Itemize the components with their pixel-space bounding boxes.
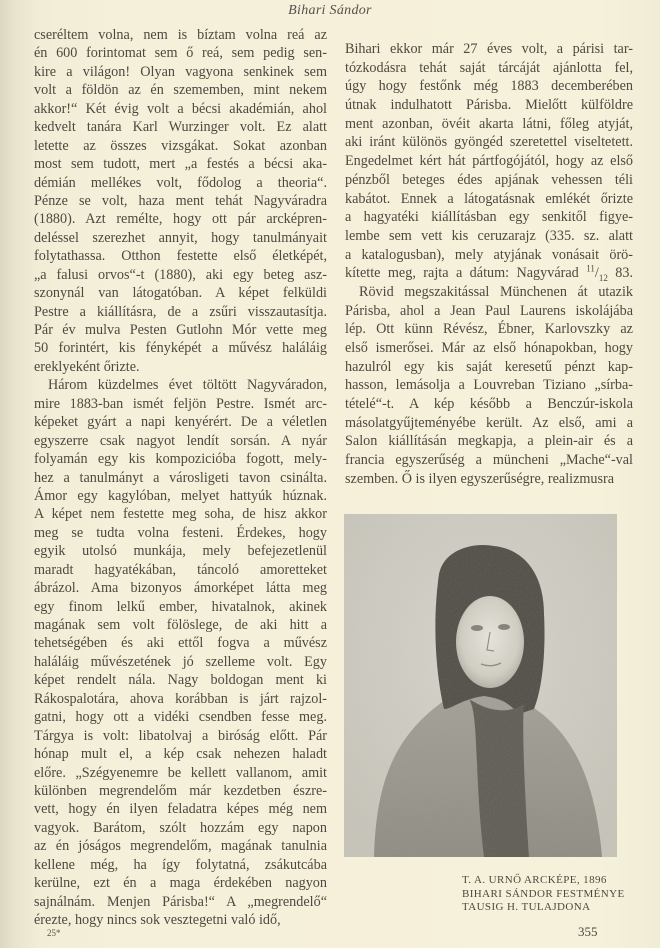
text-line <box>345 77 633 96</box>
text-line-content: 50 forintért, kis fényképét a művész haláláig <box>34 340 327 357</box>
text-line-content: egy finom lelkű ember, hivatalnok, akinek <box>34 598 327 615</box>
text-line-content: most sem tudott, mert „a festés a bécsi aka- <box>34 156 327 173</box>
text-line-content: gatni, hogy ott a vidéki csendben fesse meg. <box>34 709 327 726</box>
text-line-content: tózkodásra tehát saját tárcáját ajánlotta fel, <box>345 59 633 76</box>
text-line-content: Pestre a kiállításra, de a zsűri visszautasítja. <box>34 303 327 320</box>
text-line-content: francia egyszerűség a müncheni „Mache“-val <box>345 452 633 469</box>
running-title: Bihari Sándor <box>288 3 372 18</box>
text-line <box>34 782 327 800</box>
text-line-content: akkor!“ Két évig volt a bécsi akadémián, ahol <box>34 100 327 117</box>
date-fraction: $^{11}/_{12}$ 83. <box>586 264 633 283</box>
text-line-content: előre. „Szégyenemre be kellett vallanom, amit <box>34 764 327 781</box>
text-line-content: ereklyeként őrizte. <box>34 358 140 375</box>
text-line <box>34 247 327 265</box>
text-line <box>34 708 327 726</box>
sheet-signature-mark: 25* <box>47 928 61 938</box>
text-line <box>34 505 327 523</box>
text-line <box>345 470 633 489</box>
text-line <box>34 542 327 560</box>
text-line-content: a katalogusban), mely atyjának vonásait örö- <box>345 246 633 263</box>
text-line-content: tételé“-t. A kép később a Benczúr-iskola <box>345 396 633 413</box>
text-line <box>345 376 633 395</box>
text-line-content: volt a földön az én szememben, mint nekem <box>34 82 327 99</box>
text-line <box>34 358 327 376</box>
text-line-content: cseréltem volna, nem is bíztam volna reá az <box>34 27 327 43</box>
text-line <box>34 26 327 44</box>
text-line <box>34 764 327 782</box>
text-line-content: kellene még, ha így folytatná, zsákutcába <box>34 856 327 873</box>
text-line-content: letette az összes vizsgákat. Sokat azonban <box>34 137 327 154</box>
text-line-content: magának sem volt fölöslege, de aki hitt a <box>34 617 327 633</box>
text-line <box>34 192 327 210</box>
text-line <box>345 246 633 265</box>
text-line <box>345 339 633 358</box>
text-line <box>34 432 327 450</box>
text-line-content: Párisba, ahol a Jean Paul Laurens iskolájába <box>345 302 633 319</box>
caption-line: BIHARI SÁNDOR FESTMÉNYE <box>462 887 625 900</box>
text-line-content: vett, hogy én ilyen feladatra képes még nem <box>34 801 327 818</box>
text-line <box>34 874 327 892</box>
text-line <box>345 208 633 227</box>
text-line <box>34 339 327 357</box>
text-line <box>34 856 327 874</box>
text-line <box>34 911 327 929</box>
portrait-image <box>344 514 617 857</box>
text-line-content: kabátot. Ennek a látogatásnak emlékét őrizte <box>345 190 633 207</box>
text-line-content: az én jóságos megrendelőm, magának tanulnia <box>34 838 327 855</box>
text-line <box>345 227 633 246</box>
text-line <box>34 487 327 505</box>
text-line <box>34 100 327 118</box>
text-line-content: a hagyatéki kiállításban egy senkitől figye- <box>345 209 633 226</box>
text-line <box>345 96 633 115</box>
text-line <box>345 320 633 339</box>
text-line-content: démián mellékes volt, fődolog a theoria“. <box>34 174 327 191</box>
text-line <box>34 284 327 302</box>
text-line <box>345 59 633 78</box>
text-line <box>34 634 327 652</box>
text-line-content: pénzből beteges édes apjának vehessen téli <box>345 171 633 188</box>
date-numerator: 11 <box>586 264 595 274</box>
text-line <box>34 561 327 579</box>
caption-line: TAUSIG H. TULAJDONA <box>462 901 591 913</box>
text-line <box>34 266 327 284</box>
text-line-content: különben megrendelőm már kezdetben észre- <box>34 782 327 799</box>
text-line <box>345 358 633 377</box>
right-text-column <box>345 40 633 489</box>
text-line <box>345 283 633 302</box>
text-line <box>345 395 633 414</box>
text-line <box>34 727 327 745</box>
text-line <box>345 432 633 451</box>
text-line <box>34 155 327 173</box>
text-line-content: érezte, hogy nincs sok vesztegetni való idő, <box>34 912 281 928</box>
text-line <box>345 115 633 134</box>
text-line-content: Rákospalotára, ahova korábban is járt rajzol- <box>34 690 327 707</box>
text-line-content: útnak indulhatott Párisba. Mielőtt külföldre <box>345 97 633 114</box>
text-line <box>34 469 327 487</box>
text-line-content: deléssel szerezhet annyit, hogy tanulmányait <box>34 229 327 246</box>
text-line-content: Salon kiállításán megkapja, a plein-air és a <box>345 433 633 450</box>
text-line-content: egyik utolsó munkája, mely befejezetlenül <box>34 543 327 560</box>
text-line <box>34 653 327 671</box>
text-line-content: „a falusi orvos“-t (1880), aki egy beteg asz- <box>34 266 327 283</box>
text-line <box>34 616 327 634</box>
text-line-content: ment azonban, övéit akarta látni, főleg atyját, <box>345 115 633 132</box>
text-line-content: Bihari ekkor már 27 éves volt, a párisi tar- <box>345 41 633 57</box>
text-line <box>34 303 327 321</box>
text-line-content: hasson, lemásolja a Louvreban Tiziano „sírba- <box>345 377 633 394</box>
text-line <box>34 598 327 616</box>
text-line-content: Három küzdelmes évet töltött Nagyváradon, <box>48 377 327 394</box>
text-line-content: ábrázol. Ama bizonyos ámorképet látta meg <box>34 580 327 597</box>
text-line <box>345 302 633 321</box>
text-line-content: úgy hogy festőnk még 1883 decemberében <box>345 78 633 95</box>
text-line-content: hónap mult el, a kép csak nehezen haladt <box>34 746 327 763</box>
text-line <box>345 264 633 283</box>
text-line <box>345 190 633 209</box>
text-line-content: Pár év mulva Pesten Gutlohn Mór vette meg <box>34 322 327 338</box>
text-line-content: aki iránt különös gyöngéd szeretettel viseltetett. <box>345 134 633 151</box>
text-line-content: sajnálnám. Menjen Párisba!“ A „megrendelő“ <box>34 893 327 910</box>
text-line-content: másolatgyűjteményébe került. Az első, ami a <box>345 414 633 431</box>
text-line-content: én 600 forintomat sem ő reá, sem pedig sen- <box>34 45 327 62</box>
text-line-content: képet rendelt nála. Nagy boldogan ment ki <box>34 672 327 689</box>
text-line-content: lembe sem vett kis ceruzarajz (335. sz. alatt <box>345 227 633 244</box>
page-number: 355 <box>578 924 598 939</box>
text-line <box>345 40 633 59</box>
text-line-content: kedvelt tanára Karl Wurzinger volt. Ez alatt <box>34 119 327 136</box>
text-line <box>345 152 633 171</box>
text-line <box>34 210 327 228</box>
text-line <box>34 671 327 689</box>
text-line-content: egyszerre csak nagyot lendít sorsán. A nyár <box>34 432 327 449</box>
text-line-content: kítette meg, rajta a dátum: Nagyvárad <box>345 265 579 282</box>
text-line <box>345 133 633 152</box>
caption-line: T. A. URNŐ ARCKÉPE, 1896 <box>462 874 607 886</box>
text-line-content: kerülne, ezt én a maga érdekében nagyon <box>34 875 327 892</box>
portrait-painting <box>344 514 617 857</box>
text-line-content: hez a tanulmányt a városligeti tavon csinálta. <box>34 469 327 486</box>
text-line-content: mire 1883-ban ismét feljön Pestre. Ismét arc- <box>34 395 327 412</box>
text-line-content: szemben. Ő is ilyen egyszerűségre, realizmusra <box>345 470 615 487</box>
date-year: 83. <box>615 265 633 282</box>
text-line <box>34 524 327 542</box>
text-line-content: hazulról egy kis saját keresetű pénzt kap- <box>345 358 633 375</box>
text-line <box>345 451 633 470</box>
text-line-content: Tárgya is volt: libatolvaj a biróság előtt. Pár <box>34 727 327 744</box>
text-line-content: tehetségében és aki ettől fogva a művész <box>34 635 327 652</box>
text-line <box>345 171 633 190</box>
text-line <box>34 395 327 413</box>
text-line <box>34 450 327 468</box>
text-line-content: első ismerősei. Már az első hónapokban, hogy <box>345 340 633 356</box>
text-line <box>34 579 327 597</box>
text-line <box>34 413 327 431</box>
text-line <box>34 376 327 394</box>
text-line <box>34 690 327 708</box>
text-line <box>34 819 327 837</box>
text-line-content: A képet nem festette meg soha, de hisz akkor <box>34 506 327 523</box>
text-line <box>34 118 327 136</box>
text-line-content: vagyok. Barátom, szólt hozzám egy napon <box>34 819 327 836</box>
text-line <box>34 174 327 192</box>
text-line-content: haláláig művészetének jó szelleme volt. Egy <box>34 653 327 670</box>
text-line <box>34 81 327 99</box>
text-line-content: maradt hagyatékában, táncoló amoretteket <box>34 561 327 578</box>
text-line-content: képeket gyárt a napi kenyérért. De a véletlen <box>34 414 327 431</box>
text-line-content: Rövid megszakitással Münchenen át utazik <box>359 283 633 300</box>
text-line <box>34 137 327 155</box>
text-line-content: (1880). Azt remélte, hogy ott pár arcképren- <box>34 211 327 228</box>
text-line <box>34 837 327 855</box>
text-line-content: kire a világon! Olyan vagyona senkinek sem <box>34 63 327 80</box>
text-line <box>34 893 327 911</box>
text-line <box>34 63 327 81</box>
text-line <box>34 745 327 763</box>
text-line-content: meg se tudta volna festeni. Érdekes, hogy <box>34 524 327 541</box>
figure-caption <box>462 874 625 915</box>
text-line-content: Ámor egy kagylóban, melyet hattyúk húznak. <box>34 487 327 504</box>
text-line <box>345 414 633 433</box>
text-line-content: Engedelmet kért hát pártfogójától, hogy az első <box>345 153 633 170</box>
text-line <box>34 229 327 247</box>
left-text-column <box>34 26 327 929</box>
text-line-content: folyamán egy kis kompozicióba fogott, mely- <box>34 451 327 468</box>
text-line <box>34 44 327 62</box>
text-line <box>34 321 327 339</box>
text-line <box>34 800 327 818</box>
text-line-content: lép. Ott künn Révész, Ébner, Karlovszky az <box>345 321 633 338</box>
date-denominator: 12 <box>598 273 608 283</box>
text-line-content: folytathassa. Otthon festette első életképét, <box>34 248 327 265</box>
text-line-content: szonynál van látogatóban. A képet felküldi <box>34 285 327 302</box>
text-line-content: Pénze se volt, haza ment tehát Nagyváradra <box>34 192 327 209</box>
